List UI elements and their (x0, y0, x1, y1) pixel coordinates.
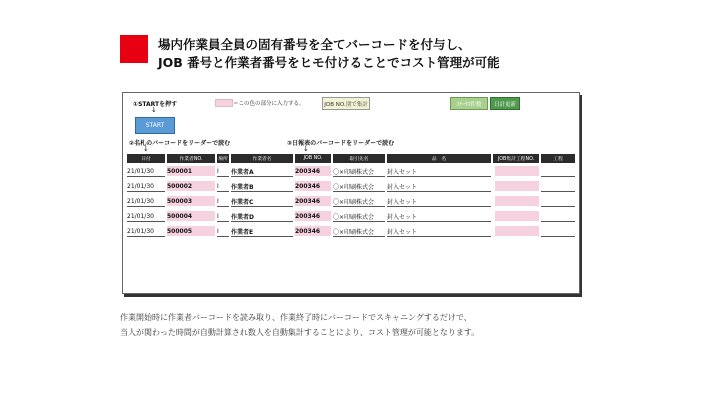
cell-place: I (217, 211, 229, 222)
heading-line-2: JOB 番号と作業者番号をヒモ付けることでコスト管理が可能 (158, 55, 500, 70)
cell-client-name: 〇×印刷株式会 (333, 211, 385, 222)
cell-process (541, 211, 575, 222)
table-row (127, 210, 575, 223)
cell-job-no[interactable]: 200346 (295, 181, 331, 191)
cell-product-name: 封入セット (387, 211, 491, 222)
cell-job-no[interactable]: 200346 (295, 211, 331, 221)
cell-product-name: 封入セット (387, 196, 491, 207)
table-row (127, 180, 575, 193)
step-3-arrow: ↓ (303, 145, 309, 153)
col-process: 工程 (541, 154, 575, 163)
cell-worker-name: 作業者D (231, 211, 293, 222)
col-worker-no: 作業者NO. (167, 154, 215, 163)
start-button[interactable]: START (135, 117, 175, 134)
cell-product-name: 封入セット (387, 181, 491, 192)
step-2-arrow: ↓ (143, 145, 149, 153)
col-worker-name: 作業者名 (231, 154, 293, 163)
cell-client-name: 〇×印刷株式会 (333, 196, 385, 207)
cell-job-process-no[interactable] (495, 181, 539, 191)
page-heading (158, 36, 500, 72)
cell-worker-no[interactable]: 500001 (167, 166, 215, 176)
cell-process (541, 166, 575, 177)
step-2-label: ②名札のバーコードをリーダーで読む (129, 140, 231, 147)
table-row (127, 225, 575, 238)
table-row (127, 195, 575, 208)
red-square-marker (120, 35, 148, 63)
table-row (127, 165, 575, 178)
cell-process (541, 181, 575, 192)
table-header (127, 154, 575, 163)
caption-line-1: 作業開始時に作業者バーコードを読み取り、作業終了時にバーコードでスキャニングするだけで、 (120, 313, 472, 322)
cell-worker-no[interactable]: 500004 (167, 211, 215, 221)
step-1-arrow: ↓ (151, 106, 157, 114)
col-place: 場所 (217, 154, 229, 163)
cell-job-process-no[interactable] (495, 211, 539, 221)
cell-job-no[interactable]: 200346 (295, 196, 331, 206)
col-job-process-no: JOB集計工程NO. (493, 154, 539, 163)
col-client-name: 取引先名 (333, 154, 385, 163)
daily-update-button[interactable]: 日計更新 (490, 97, 520, 110)
status-count-button[interactable]: ｽﾃｰﾀｽ件数 (450, 97, 488, 110)
cell-job-process-no[interactable] (495, 166, 539, 176)
input-color-note: ＝この色の部分に入力する。 (233, 101, 305, 107)
cell-process (541, 196, 575, 207)
heading-line-1: 場内作業員全員の固有番号を全てバーコードを付与し、 (158, 37, 471, 52)
cell-date: 21/01/30 (127, 226, 165, 237)
cell-product-name: 封入セット (387, 226, 491, 237)
cell-date: 21/01/30 (127, 181, 165, 192)
col-date: 日付 (127, 154, 165, 163)
cell-place: I (217, 181, 229, 192)
page-caption (120, 310, 479, 340)
cell-place: I (217, 166, 229, 177)
cell-worker-name: 作業者B (231, 181, 293, 192)
cell-job-process-no[interactable] (495, 226, 539, 236)
cell-worker-name: 作業者A (231, 166, 293, 177)
step-1-label: ①STARTを押す (133, 101, 178, 108)
col-product-name: 品 名 (387, 154, 491, 163)
cell-job-no[interactable]: 200346 (295, 166, 331, 176)
cell-process (541, 226, 575, 237)
input-color-swatch (215, 99, 233, 107)
cell-date: 21/01/30 (127, 196, 165, 207)
cell-worker-no[interactable]: 500003 (167, 196, 215, 206)
cell-date: 21/01/30 (127, 211, 165, 222)
step-3-label: ③日報表のバーコードをリーダーで読む (287, 140, 395, 147)
cell-worker-name: 作業者C (231, 196, 293, 207)
cell-date: 21/01/30 (127, 166, 165, 177)
cell-place: I (217, 226, 229, 237)
cell-product-name: 封入セット (387, 166, 491, 177)
cell-worker-no[interactable]: 500002 (167, 181, 215, 191)
cell-job-no[interactable]: 200346 (295, 226, 331, 236)
caption-line-2: 当人が関わった時間が自動計算され数人を自動集計することにより、コスト管理が可能となります。 (120, 328, 480, 337)
job-summary-button[interactable]: JOB NO.別で集計 (322, 97, 370, 110)
cell-client-name: 〇×印刷株式会 (333, 181, 385, 192)
cell-client-name: 〇×印刷株式会 (333, 226, 385, 237)
spreadsheet-screenshot (122, 92, 580, 294)
cell-job-process-no[interactable] (495, 196, 539, 206)
cell-client-name: 〇×印刷株式会 (333, 166, 385, 177)
cell-worker-name: 作業者E (231, 226, 293, 237)
col-job-no: JOB NO. (295, 154, 331, 163)
cell-place: I (217, 196, 229, 207)
cell-worker-no[interactable]: 500005 (167, 226, 215, 236)
